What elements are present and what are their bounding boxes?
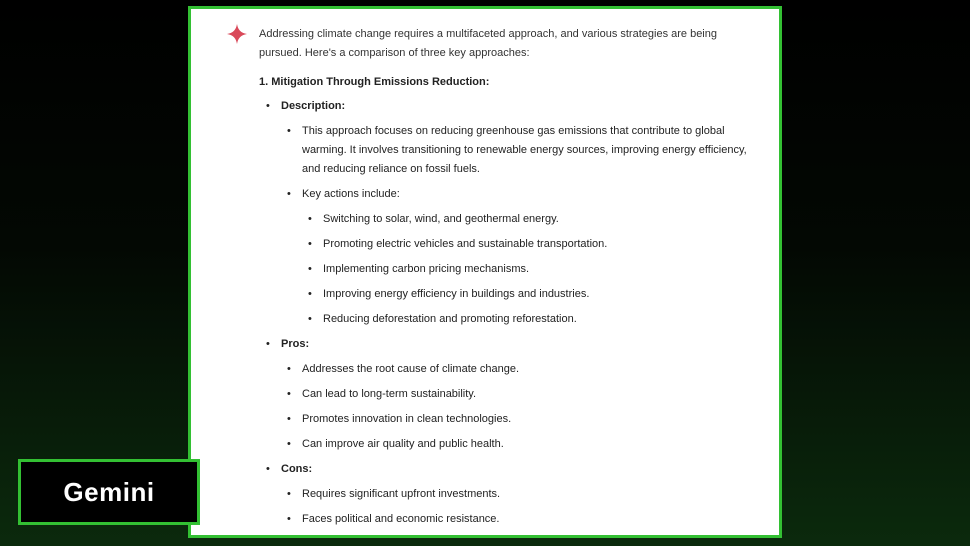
- list-item: • Implementing carbon pricing mechanisms.: [323, 260, 759, 279]
- response-intro: Addressing climate change requires a multifaceted approach, and various strategies are being pursued. Here's a comparison of three key approaches:: [259, 28, 717, 59]
- list-item: • Faces political and economic resistance.: [302, 510, 759, 529]
- section-label: Description:: [281, 100, 346, 112]
- pros-list: [281, 360, 759, 454]
- chat-response-panel: [188, 6, 782, 538]
- cons-list: [281, 485, 759, 529]
- list-item-label: Key actions include:: [302, 188, 400, 200]
- description-list: [281, 122, 759, 329]
- section-list: [259, 97, 759, 529]
- section-description: [281, 97, 759, 329]
- list-item: • This approach focuses on reducing greenhouse gas emissions that contribute to global warming. It involves transitioning to renewable energy sources, improving energy efficiency, and reducing reliance on fossil fuels.: [302, 122, 759, 179]
- gemini-label-badge: Gemini: [18, 459, 200, 525]
- section-label: Cons:: [281, 463, 313, 475]
- section-heading: 1. Mitigation Through Emissions Reduction:: [259, 76, 490, 88]
- response-content: [259, 25, 759, 535]
- key-actions-list: [302, 210, 759, 329]
- list-item: • Can lead to long-term sustainability.: [302, 385, 759, 404]
- list-item: • Addresses the root cause of climate change.: [302, 360, 759, 379]
- gemini-sparkle-icon: [227, 24, 247, 44]
- list-item: • Reducing deforestation and promoting reforestation.: [323, 310, 759, 329]
- section-cons: [281, 460, 759, 529]
- list-item: • Improving energy efficiency in buildings and industries.: [323, 285, 759, 304]
- list-item-key-actions: [302, 185, 759, 329]
- list-item: • Can improve air quality and public health.: [302, 435, 759, 454]
- list-item: • Promoting electric vehicles and sustainable transportation.: [323, 235, 759, 254]
- list-item: • Switching to solar, wind, and geothermal energy.: [323, 210, 759, 229]
- section-pros: [281, 335, 759, 454]
- section-label: Pros:: [281, 338, 310, 350]
- list-item: • Requires significant upfront investments.: [302, 485, 759, 504]
- list-item: • Promotes innovation in clean technologies.: [302, 410, 759, 429]
